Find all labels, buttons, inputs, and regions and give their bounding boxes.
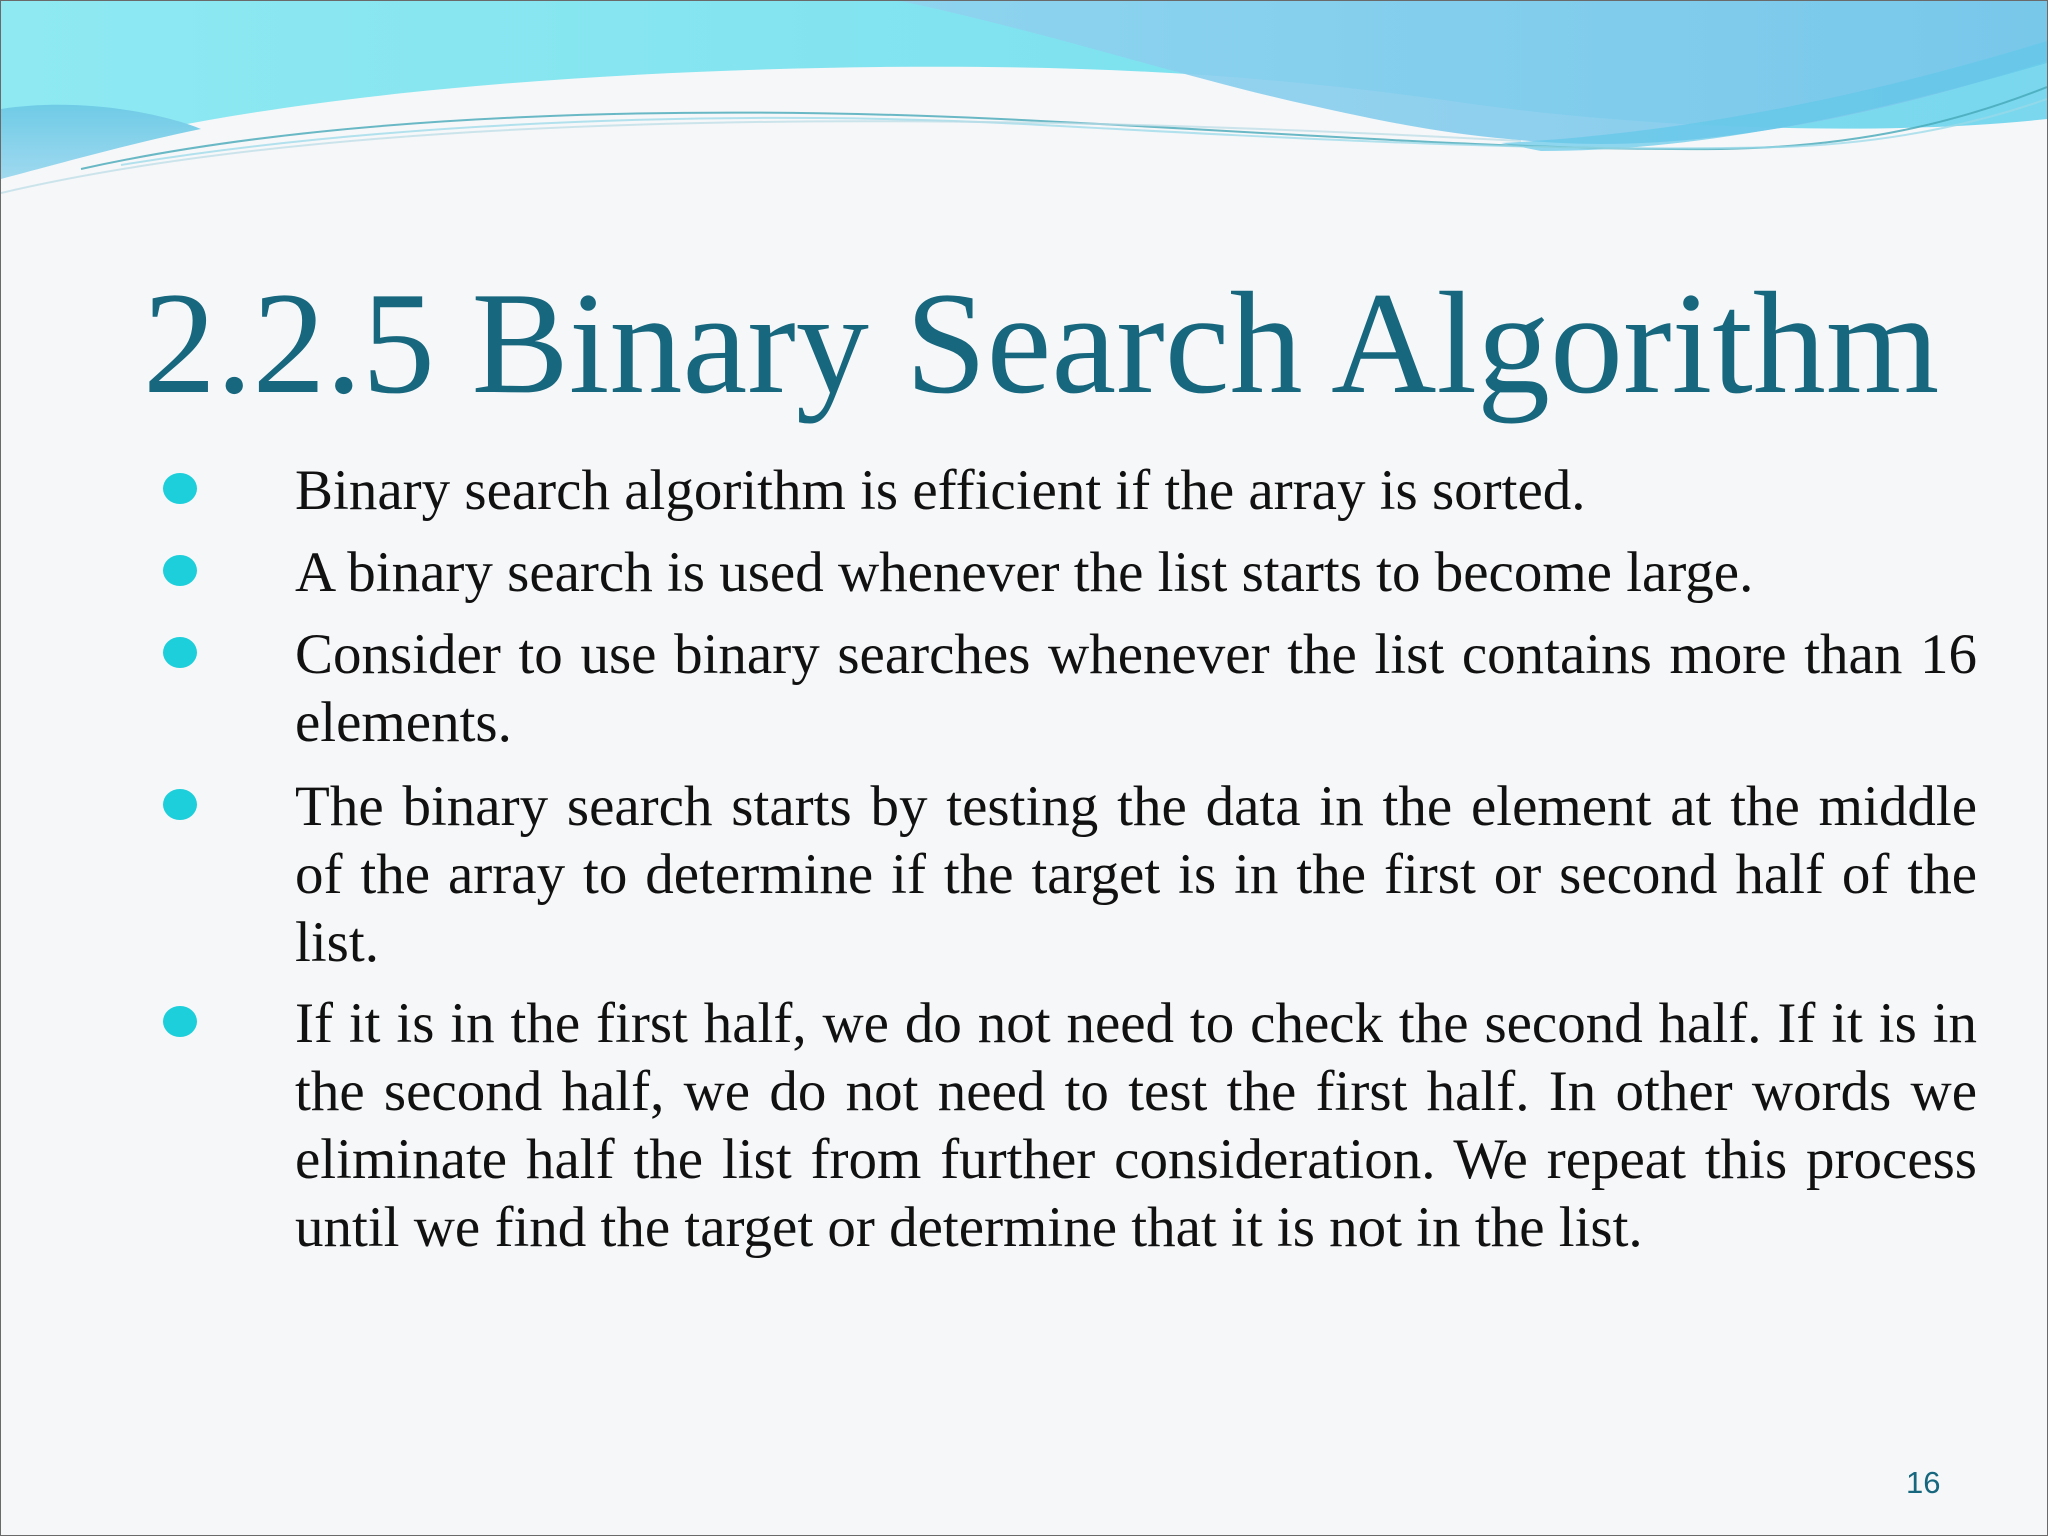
bullet-text: If it is in the first half, we do not need to check the second half. If it is in the second half, we do not need to test the first half. In other words we eliminate half the list from further consideration. We repeat this process until we find the target or determine that it is not in the list. [295,992,1977,1259]
bullet-item [295,457,1977,525]
bullet-dot-icon [163,637,197,668]
bullet-text: Consider to use binary searches whenever the list contains more than 16 elements. [295,623,1977,754]
bullet-text: The binary search starts by testing the data in the element at the middle of the array to determine if the target is in the first or second half of the list. [295,775,1977,974]
bullet-dot-icon [163,1006,197,1037]
bullet-dot-icon [163,555,197,586]
bullet-item [295,990,1977,1262]
bullet-item [295,621,1977,757]
bullet-dot-icon [163,789,197,820]
slide-title: 2.2.5 Binary Search Algorithm [143,262,1940,424]
bullet-text: Binary search algorithm is efficient if the array is sorted. [295,459,1586,522]
bullet-dot-icon [163,473,197,504]
bullet-item [295,539,1977,607]
bullet-item [295,773,1977,977]
page-number: 16 [1906,1465,1941,1500]
bullet-text: A binary search is used whenever the list starts to become large. [295,541,1754,604]
wave-header-graphic [1,1,2047,241]
